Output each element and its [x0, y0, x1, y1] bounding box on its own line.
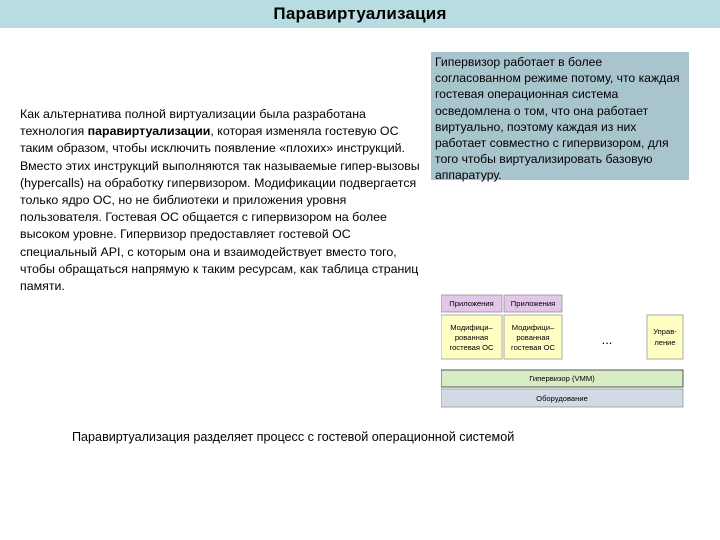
management-box — [647, 315, 683, 359]
note-box: Гипервизор работает в более согласованном режиме потому, что каждая гостевая операционная система осведомлена о том, что она работает виртуально, поэтому каждая из них работает совместно с гипервизором, для того чтобы виртуализировать базовую аппаратуру. — [431, 52, 689, 180]
main-paragraph — [20, 106, 420, 295]
slide-title: Паравиртуализация — [273, 4, 447, 23]
paragraph-intro: Как альтернатива полной виртуализации была разработана технология — [20, 107, 366, 139]
paragraph-rest: , которая изменяла гостевую ОС таким образом, чтобы исключить появление «плохих» инструкций. Вместо этих инструкций выполняются так называемые гипер-вызовы (hypercalls) на обработку гипервизором. Модификации подвергается только ядро ОС, но не библиотеки и приложения уровня пользователя. Гостевая ОС общается с гипервизором на более высоком уровне. Гипервизор предоставляет гостевой ОС специальный API, с которым она и взаимодействует вместо того, чтобы обращаться напрямую к таким ресурсам, как таблица страниц памяти. — [20, 124, 420, 294]
management-line1: Управ- — [653, 327, 677, 336]
hardware-label: Оборудование — [536, 394, 588, 403]
guest-os-2-line2: рованная — [516, 333, 550, 342]
guest-os-1-line2: рованная — [454, 333, 489, 342]
guest-os-2-line3: гостевая ОС — [510, 343, 556, 352]
guest-os-1-line3: гостевая ОС — [449, 343, 494, 352]
hypervisor-label: Гипервизор (VMM) — [529, 374, 595, 383]
architecture-diagram — [441, 294, 686, 408]
app-label-1: Приложения — [449, 299, 494, 308]
guest-os-1-line1: Модифици– — [450, 323, 493, 332]
diagram-caption: Паравиртуализация разделяет процесс с гостевой операционной системой — [72, 430, 515, 444]
management-line2: ление — [654, 338, 676, 347]
title-bar — [0, 0, 720, 28]
ellipsis: ... — [601, 332, 613, 347]
paragraph-term: паравиртуализации — [87, 124, 211, 139]
app-label-2: Приложения — [510, 299, 556, 308]
guest-os-2-line1: Модифици– — [511, 323, 555, 332]
